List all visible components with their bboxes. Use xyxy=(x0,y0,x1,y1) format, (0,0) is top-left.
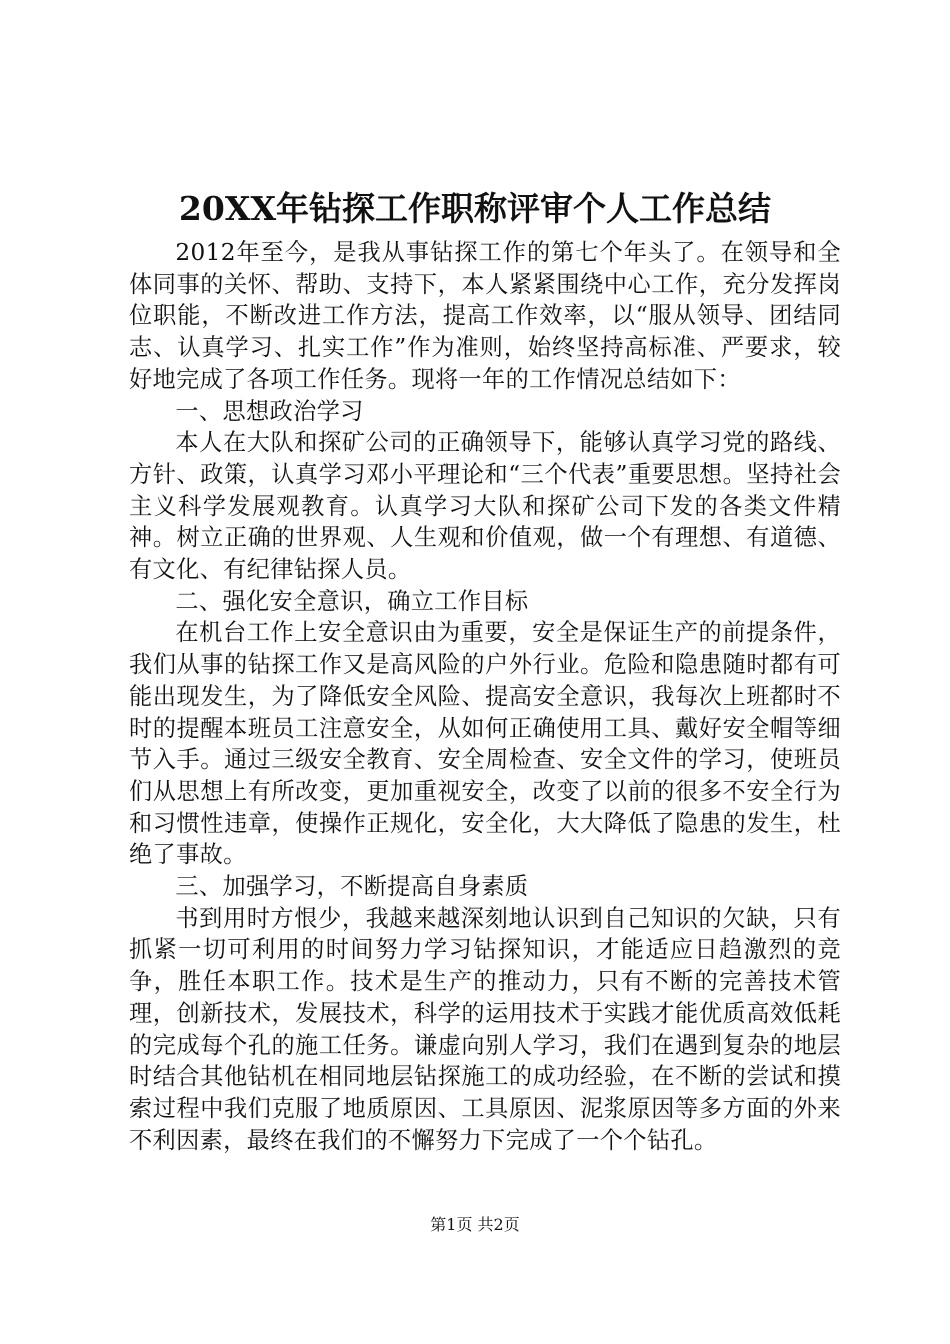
section-heading-3: 三、加强学习，不断提高自身素质 xyxy=(175,873,529,901)
section-heading-1: 一、思想政治学习 xyxy=(175,397,364,425)
section-1-paragraph: 本人在大队和探矿公司的正确领导下，能够认真学习党的路线、方针、政策，认真学习邓小平理论和“三个代表”重要思想。坚持社会主义科学发展观教育。认真学习大队和探矿公司下发的各类文件精神。树立正确的世界观、人生观和价值观，做一个有理想、有道德、有文化、有纪律钻探人员。 xyxy=(129,429,841,584)
section-heading-2: 二、强化安全意识，确立工作目标 xyxy=(175,587,529,615)
section-2-paragraph: 在机台工作上安全意识由为重要，安全是保证生产的前提条件，我们从事的钻探工作又是高风险的户外行业。危险和隐患随时都有可能出现发生，为了降低安全风险、提高安全意识，我每次上班都时不时的提醒本班员工注意安全，从如何正确使用工具、戴好安全帽等细节入手。通过三级安全教育、安全周检查、安全文件的学习，使班员们从思想上有所改变，更加重视安全，改变了以前的很多不安全行为和习惯性违章，使操作正规化，安全化，大大降低了隐患的发生，杜绝了事故。 xyxy=(129,619,841,869)
intro-paragraph: 2012年至今，是我从事钻探工作的第七个年头了。在领导和全体同事的关怀、帮助、支持下，本人紧紧围绕中心工作，充分发挥岗位职能，不断改进工作方法，提高工作效率，以“服从领导、团结同志、认真学习、扎实工作”作为准则，始终坚持高标准、严要求，较好地完成了各项工作任务。现将一年的工作情况总结如下： xyxy=(129,239,841,393)
document-title: 20XX年钻探工作职称评审个人工作总结 xyxy=(178,189,772,228)
document-body xyxy=(129,237,841,1156)
page-footer: 第1页 共2页 xyxy=(430,1215,520,1234)
section-3-paragraph: 书到用时方恨少，我越来越深刻地认识到自己知识的欠缺，只有抓紧一切可利用的时间努力学习钻探知识，才能适应日趋激烈的竞争，胜任本职工作。技术是生产的推动力，只有不断的完善技术管理，创新技术，发展技术，科学的运用技术于实践才能优质高效低耗的完成每个孔的施工任务。谦虚向别人学习，我们在遇到复杂的地层时结合其他钻机在相同地层钻探施工的成功经验，在不断的尝试和摸索过程中我们克服了地质原因、工具原因、泥浆原因等多方面的外来不利因素，最终在我们的不懈努力下完成了一个个钻孔。 xyxy=(129,904,841,1154)
